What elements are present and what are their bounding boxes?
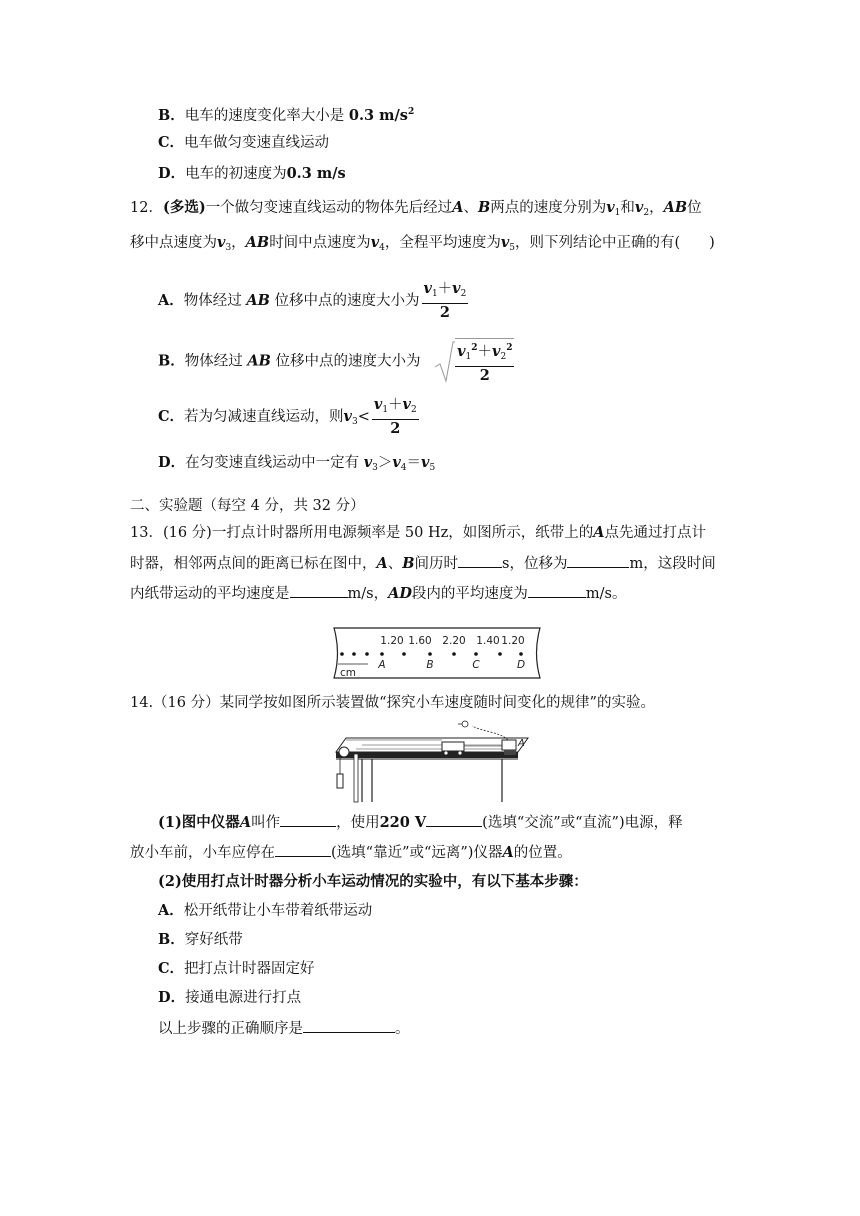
stem-text: 。 [395,1021,410,1037]
stem-text: 段内的平均速度为 [411,586,528,602]
segment-label: AB [247,352,271,370]
var-v: v [606,199,615,216]
var-v: v [363,454,373,471]
stem-text: (选填“靠近”或“远离”)仪器 [331,845,503,861]
segment-label: AD [388,585,412,602]
stem-text: m/s。 [585,586,627,602]
plug [462,721,468,727]
separator: ， [231,235,246,251]
equals: ＝ [406,455,422,471]
separator: 、 [387,556,403,572]
tape-dot [452,652,456,656]
option-label: B． [158,352,185,370]
tape-distance: 1.20 [380,635,404,647]
separator: ， [515,235,530,251]
stem-text: 以上步骤的正确顺序是 [158,1021,303,1037]
var-v: v [492,343,501,360]
tape-point-label: C [472,659,480,671]
subscript: 2 [500,352,507,362]
step-label: D． [158,989,186,1006]
section-title: 二、实验题（每空 4 分，共 32 分） [130,498,365,514]
q13-line3 [130,583,626,604]
separator: 、 [463,200,478,216]
subscript: 1 [465,352,472,362]
stem-text: 点先通过打点计 [604,525,707,541]
var-v: v [500,234,510,251]
cart [442,742,464,751]
plus: ＋ [437,281,453,297]
voltage: 220 V [379,814,427,831]
tape-dot [428,652,432,656]
q12-option-c [158,396,419,441]
step-item [158,959,315,979]
option-label: C． [158,408,185,425]
tape-dot [340,652,344,656]
tape-unit: cm [340,667,357,679]
stem-text: 两点的速度分别为 [490,200,607,216]
option-label: B． [158,107,185,124]
step-text: 松开纸带让小车带着纸带运动 [183,903,373,919]
tape-dot [498,652,502,656]
sqrt-expression [433,338,514,385]
subscript: 1 [614,208,621,218]
instrument-label: A [239,814,252,831]
point-label: A [593,524,605,541]
apparatus-figure [332,718,532,804]
step-item [158,930,243,950]
tape-dot [365,652,369,656]
q13-line1 [130,523,706,543]
answer-blank[interactable] [567,553,629,568]
answer-blank[interactable] [275,842,331,857]
q14-part2-title: (2)使用打点计时器分析小车运动情况的实验中，有以下基本步骤： [158,873,588,890]
instrument-label: A [502,844,514,861]
var-v: v [217,234,226,251]
subscript: 2 [460,289,467,299]
tape-distance: 2.20 [442,635,466,647]
stem-text: 位 [687,200,702,216]
q14-part1-line2 [130,842,572,863]
stem-text: 则下列结论中正确的有( ) [529,235,715,251]
step-item [158,901,372,921]
subscript: 1 [431,289,438,299]
tape-distance: 1.20 [501,635,525,647]
stem-text: (选填“交流”或“直流”)电源，释 [482,815,683,831]
var-v: v [423,280,432,297]
q14-part1-line1 [158,812,683,833]
hanging-weight [337,774,343,788]
var-v: v [452,280,461,297]
var-v: v [402,396,411,413]
fraction [372,396,419,438]
step-item [158,988,301,1008]
answer-blank[interactable] [280,812,336,827]
q11-option-d [158,164,346,184]
subscript: 5 [509,243,516,253]
paper-tape-figure [328,626,546,682]
stem-text: ，使用 [336,815,380,831]
superscript: 2 [506,343,513,353]
option-text: 位移中点的速度大小为 [274,293,420,309]
q12-stem-line2 [130,233,715,258]
subscript: 2 [410,405,417,415]
stem-text: 移中点速度为 [130,235,217,251]
subscript: 3 [351,417,358,427]
tape-dot [380,652,384,656]
q11-option-b [158,102,414,126]
tape-point-label: B [426,659,434,671]
denominator: 2 [390,420,401,437]
stem-text: 一个做匀变速直线运动的物体先后经过 [205,200,453,216]
option-label: A． [158,292,184,309]
superscript: 2 [407,107,415,117]
tape-point-label: A [378,659,386,671]
subscript: 3 [372,463,378,473]
point-label: A [376,555,388,572]
option-label: D． [158,165,186,182]
var-v: v [373,396,383,413]
q13-line2 [130,553,716,574]
option-text: 电车的速度变化率大小是 [184,108,345,124]
stem-text: 13．(16 分)一打点计时器所用电源频率是 50 Hz，如图所示，纸带上的 [130,525,594,541]
option-text: 物体经过 [184,353,243,370]
plus: ＋ [388,397,403,413]
superscript: 2 [471,343,478,353]
stem-text: 内纸带运动的平均速度是 [130,586,290,602]
fraction [422,280,469,322]
var-v: v [343,408,352,425]
option-label: C． [158,134,185,151]
option-value: 0.3 m/s [286,165,346,182]
answer-blank[interactable] [303,1018,395,1033]
subscript: 3 [225,243,232,253]
order-question [158,1018,410,1039]
tape-distance: 1.60 [408,635,432,647]
greater-than: ＞ [377,455,393,471]
stem-text: 时间中点速度为 [269,235,371,251]
tape-dot [474,652,478,656]
tape-dot [402,652,406,656]
step-text: 接通电源进行打点 [185,990,302,1006]
track-edge [336,752,518,758]
separator: ， [384,235,400,251]
var-v: v [634,199,644,216]
answer-blank[interactable] [458,553,502,568]
denominator: 2 [439,304,450,321]
option-text: 位移中点的速度大小为 [275,353,421,370]
subscript: 1 [382,405,389,415]
less-than: < [357,409,370,425]
option-text: 在匀变速直线运动中一定有 [185,455,360,471]
var-v: v [370,234,380,251]
stem-text: 放小车前，小车应停在 [130,845,275,861]
var-v: v [457,343,466,360]
subscript: 5 [429,463,436,473]
denominator: 2 [479,367,490,384]
step-label: C． [158,960,185,977]
stem-text: 和 [620,200,635,216]
subscript: 4 [379,243,385,253]
subscript: 4 [400,463,407,473]
timer-body [502,740,516,750]
answer-blank[interactable] [528,583,586,598]
stem-text: s，位移为 [502,556,568,572]
point-label: B [477,199,491,216]
subscript: 2 [643,208,650,218]
tape-distance: 1.40 [476,635,500,647]
step-label: B． [158,931,185,948]
segment-label: AB [663,199,688,216]
pulley [339,747,349,757]
tape-point-label: D [516,659,526,671]
q12-option-b [158,338,514,385]
stem-text: 的位置。 [513,845,572,861]
sqrt-icon [433,339,455,385]
apparatus-label: A [518,738,525,749]
step-label: A． [158,902,184,919]
q14-stem: 14.（16 分）某同学按如图所示装置做“探究小车速度随时间变化的规律”的实验。 [130,695,655,711]
q12-stem-line1 [130,198,702,223]
step-text: 把打点计时器固定好 [184,961,315,977]
var-v: v [421,454,430,471]
stem-text: 间历时 [414,556,459,572]
segment-label: AB [246,292,270,309]
segment-label: AB [245,234,270,251]
answer-blank[interactable] [290,583,348,598]
answer-blank[interactable] [426,812,482,827]
stem-text: m，这段时间 [629,556,716,572]
question-number: 12． [130,200,163,216]
option-text: 电车的初速度为 [185,166,287,182]
stem-text: 时器，相邻两点间的距离已标在图中， [130,556,377,572]
option-text: 若为匀减速直线运动，则 [184,409,344,425]
point-label: B [402,555,415,572]
fraction [455,338,514,385]
stem-text: 叫作 [251,815,281,831]
stem-text: (1)图中仪器 [158,814,240,831]
q12-option-a [158,280,468,322]
separator: ， [649,200,664,216]
option-label: D． [158,454,186,471]
step-text: 穿好纸带 [184,932,243,948]
point-label: A [452,199,464,216]
q11-option-c [158,133,329,153]
question-tag: (多选) [162,199,206,216]
q12-option-d [158,453,435,478]
option-text: 物体经过 [183,293,242,309]
plus: ＋ [477,344,493,360]
var-v: v [392,454,401,471]
tape-dot [352,652,356,656]
option-value: 0.3 m/s [348,107,408,124]
option-text: 电车做匀变速直线运动 [184,135,330,151]
tape-dot [519,652,523,656]
stem-text: 全程平均速度为 [399,235,501,251]
stem-text: m/s， [347,586,389,602]
